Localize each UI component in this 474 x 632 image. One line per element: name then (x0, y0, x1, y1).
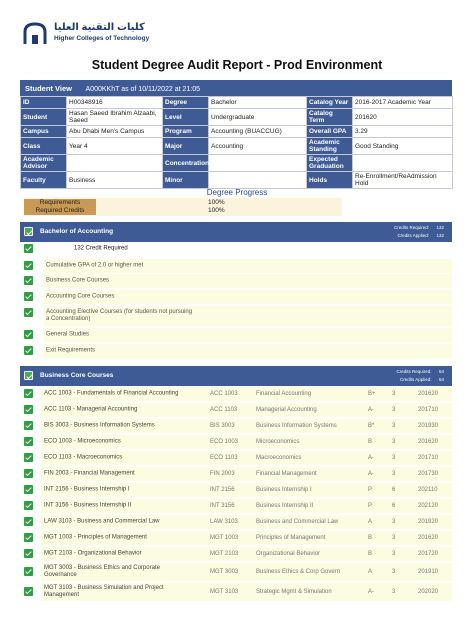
check-icon (24, 567, 33, 576)
gpa-label: Overall GPA (307, 126, 353, 138)
class-label: Class (21, 138, 67, 155)
course-grade: P (368, 503, 373, 509)
course-code: MGT 3003 (210, 569, 239, 575)
core-section-header[interactable] (20, 366, 452, 386)
course-name: FIN 2003 - Financial Management (44, 470, 135, 477)
course-term: 201620 (418, 535, 439, 541)
requirement-text: Business Core Courses (46, 277, 110, 284)
minor-value (209, 172, 307, 189)
requirement-row[interactable] (20, 328, 452, 342)
check-icon (24, 517, 33, 526)
standing-value: Good Standing (353, 138, 453, 155)
course-credits: 3 (392, 391, 396, 397)
course-name: BIS 3003 - Business Information Systems (44, 422, 155, 429)
course-title: Macroeconomics (256, 455, 302, 461)
student-label: Student (21, 109, 67, 126)
course-row[interactable] (20, 498, 452, 514)
requirement-row[interactable] (20, 290, 452, 304)
progress-requirements-row (24, 199, 342, 207)
course-row[interactable] (20, 450, 452, 466)
course-term: 201730 (418, 471, 439, 477)
course-title: Business Ethics & Corp Govern (256, 569, 341, 575)
core-credits-applied: Credits Applied: 54 (399, 377, 444, 382)
course-code: INT 2156 (210, 487, 235, 493)
requirement-text: Accounting Elective Courses (for students not pursuing a Concentration) (46, 309, 193, 322)
credits-required: Credits Required: 132 (393, 225, 444, 230)
course-grade: P (368, 487, 373, 493)
course-row[interactable] (20, 434, 452, 450)
program-value: Accounting (BUACCUG) (209, 126, 307, 138)
course-title: Principles of Management (256, 535, 326, 541)
course-term: 201930 (418, 423, 439, 429)
course-title: Microeconomics (256, 439, 300, 445)
requirement-text: Accounting Core Courses (46, 293, 115, 300)
check-icon (24, 330, 33, 339)
course-name: MGT 1003 - Principles of Management (44, 534, 147, 541)
course-credits: 3 (392, 589, 396, 595)
student-info-table (20, 96, 453, 189)
degree-progress-title: Degree Progress (206, 188, 268, 197)
major-value: Accounting (209, 138, 307, 155)
course-code: ACC 1003 (210, 391, 238, 397)
check-icon (24, 485, 33, 494)
hct-logo-mark (22, 22, 48, 44)
course-credits: 3 (392, 519, 396, 525)
course-grade: A- (368, 589, 374, 595)
credits-applied: Credits Applied: 132 (397, 233, 444, 238)
course-name: MGT 3103 - Business Simulation and Project Management (44, 585, 164, 598)
course-title: Business Internship I (256, 487, 312, 493)
student-view-bar (20, 80, 452, 96)
course-code: ECO 1003 (210, 439, 239, 445)
course-grade: B (368, 551, 373, 557)
course-row[interactable] (20, 514, 452, 530)
required-credits-value: 100% (208, 207, 225, 214)
requirement-text: Exit Requirements (46, 347, 96, 354)
bachelor-section-title: Bachelor of Accounting (40, 228, 114, 235)
course-grade: B+ (368, 391, 376, 397)
course-credits: 3 (392, 551, 396, 557)
course-row[interactable] (20, 530, 452, 546)
course-title: Organizational Behavior (256, 551, 321, 557)
course-term: 201710 (418, 407, 439, 413)
course-title: Business and Commercial Law (256, 519, 339, 525)
bachelor-section-header[interactable] (20, 222, 452, 242)
id-value: H00348916 (67, 97, 163, 109)
check-icon (24, 437, 33, 446)
course-term: 202020 (418, 589, 439, 595)
core-credits-required: Credits Required: 54 (396, 369, 444, 374)
course-name: ECO 1003 - Microeconomics (44, 438, 121, 445)
check-icon (24, 549, 33, 558)
logo-english-text: Higher Colleges of Technology (54, 35, 150, 42)
campus-label: Campus (21, 126, 67, 138)
course-name: ACC 1103 - Managerial Accounting (44, 406, 138, 413)
degree-value: Bachelor (209, 97, 307, 109)
core-section-title: Business Core Courses (40, 372, 114, 379)
requirement-text: 132 Credit Required (74, 245, 128, 252)
course-credits: 3 (392, 439, 396, 445)
holds-value: Re-Enrollment/ReAdmission Hold (353, 172, 453, 189)
faculty-label: Faculty (21, 172, 67, 189)
check-icon (24, 501, 33, 510)
course-credits: 3 (392, 455, 396, 461)
check-icon (24, 292, 33, 301)
course-term: 201620 (418, 439, 439, 445)
page-title: Student Degree Audit Report - Prod Environment (91, 58, 383, 72)
check-icon (24, 405, 33, 414)
course-code: INT 3156 (210, 503, 235, 509)
course-grade: A- (368, 471, 374, 477)
holds-label: Holds (307, 172, 353, 189)
concentration-value (209, 155, 307, 172)
course-name: INT 3156 - Business Internship II (44, 502, 132, 509)
course-credits: 3 (392, 535, 396, 541)
program-label: Program (163, 126, 209, 138)
check-icon (24, 308, 33, 317)
requirement-row[interactable] (20, 344, 452, 358)
course-code: LAW 3103 (210, 519, 238, 525)
requirement-text: General Studies (46, 331, 90, 338)
concentration-label: Concentration (163, 155, 209, 172)
course-credits: 3 (392, 471, 396, 477)
course-name: MGT 2103 - Organizational Behavior (44, 550, 142, 557)
requirement-row[interactable] (20, 274, 452, 288)
catalog-term-value: 201620 (353, 109, 453, 126)
course-name: LAW 3103 - Business and Commercial Law (44, 518, 160, 525)
id-label: ID (21, 97, 67, 109)
course-name: INT 2156 - Business Internship I (44, 486, 130, 493)
class-value: Year 4 (67, 138, 163, 155)
campus-value: Abu Dhabi Men's Campus (67, 126, 163, 138)
course-term: 202120 (418, 503, 439, 509)
advisor-value (67, 155, 163, 172)
course-row[interactable] (20, 402, 452, 418)
course-credits: 6 (392, 487, 396, 493)
course-row[interactable] (20, 562, 452, 582)
course-grade: B (368, 535, 373, 541)
course-credits: 3 (392, 569, 396, 575)
course-term: 201920 (418, 519, 439, 525)
check-icon (24, 371, 33, 380)
check-icon (24, 587, 33, 596)
course-title: Financial Accounting (256, 391, 312, 397)
course-credits: 3 (392, 407, 396, 413)
hct-logo (22, 22, 172, 48)
expected-graduation-value (353, 155, 453, 172)
check-icon (24, 533, 33, 542)
expected-graduation-label: Expected Graduation (307, 155, 353, 172)
degree-label: Degree (163, 97, 209, 109)
requirement-text: Cumulative GPA of 2.0 or higher met (46, 262, 144, 269)
course-title: Business Information Systems (256, 423, 337, 429)
standing-label: Academic Standing (307, 138, 353, 155)
course-title: Strategic Mgmt & Simulation (256, 589, 332, 595)
course-name: MGT 3003 - Business Ethics and Corporate Governance (44, 565, 160, 578)
course-row[interactable] (20, 482, 452, 498)
minor-label: Minor (163, 172, 209, 189)
course-code: MGT 2103 (210, 551, 239, 557)
course-grade: A (368, 519, 373, 525)
logo-arabic-text: كليات التقنية العليا (54, 22, 145, 33)
course-code: MGT 1003 (210, 535, 239, 541)
course-credits: 3 (392, 423, 396, 429)
course-grade: B* (368, 423, 375, 429)
check-icon (24, 469, 33, 478)
check-icon (24, 421, 33, 430)
requirements-label: Requirements (24, 199, 96, 207)
course-row[interactable] (20, 546, 452, 562)
check-icon (24, 244, 33, 253)
course-row[interactable] (20, 418, 452, 434)
catalog-term-label: Catalog Term (307, 109, 353, 126)
course-title: Managerial Accounting (256, 407, 317, 413)
check-icon (24, 261, 33, 270)
requirements-value: 100% (208, 199, 225, 206)
as-of-text: A000KKhT as of 10/11/2022 at 21:05 (85, 86, 201, 93)
course-credits: 6 (392, 503, 396, 509)
level-value: Undergraduate (209, 109, 307, 126)
course-term: 201910 (418, 569, 439, 575)
course-row[interactable] (20, 386, 452, 402)
course-title: Business Internship II (256, 503, 314, 509)
course-row[interactable] (20, 466, 452, 482)
catalog-year-value: 2016-2017 Academic Year (353, 97, 453, 109)
course-code: ECO 1103 (210, 455, 238, 461)
requirement-row[interactable] (20, 242, 452, 256)
course-grade: A (368, 569, 373, 575)
required-credits-label: Required Credits (24, 207, 96, 215)
course-name: ACC 1003 - Fundamentals of Financial Accounting (44, 390, 179, 397)
student-value: Hasan Saeed Ibrahim Alzaabi, Saeed (67, 109, 163, 126)
check-icon (24, 276, 33, 285)
degree-progress-box (24, 198, 342, 216)
level-label: Level (163, 109, 209, 126)
faculty-value: Business (67, 172, 163, 189)
course-code: ACC 1103 (210, 407, 238, 413)
check-icon (24, 389, 33, 398)
major-label: Major (163, 138, 209, 155)
advisor-label: Academic Advisor (21, 155, 67, 172)
course-grade: B (368, 439, 373, 445)
course-name: ECO 1103 - Macroeconomics (44, 454, 123, 461)
course-term: 201620 (418, 391, 439, 397)
student-view-label: Student View (25, 84, 72, 93)
course-term: 201720 (418, 551, 439, 557)
course-grade: A- (368, 455, 374, 461)
course-code: FIN 2003 (210, 471, 235, 477)
course-row[interactable] (20, 582, 452, 602)
requirement-row[interactable] (20, 306, 452, 326)
course-code: MGT 3103 (210, 589, 239, 595)
check-icon (24, 227, 33, 236)
course-title: Financial Management (256, 471, 317, 477)
course-grade: A- (368, 407, 374, 413)
check-icon (24, 346, 33, 355)
requirement-row[interactable] (20, 259, 452, 273)
catalog-year-label: Catalog Year (307, 97, 353, 109)
gpa-value: 3.29 (353, 126, 453, 138)
course-term: 201710 (418, 455, 439, 461)
progress-credits-row (24, 207, 342, 215)
check-icon (24, 453, 33, 462)
course-term: 202110 (418, 487, 438, 493)
course-code: BIS 3003 (210, 423, 235, 429)
